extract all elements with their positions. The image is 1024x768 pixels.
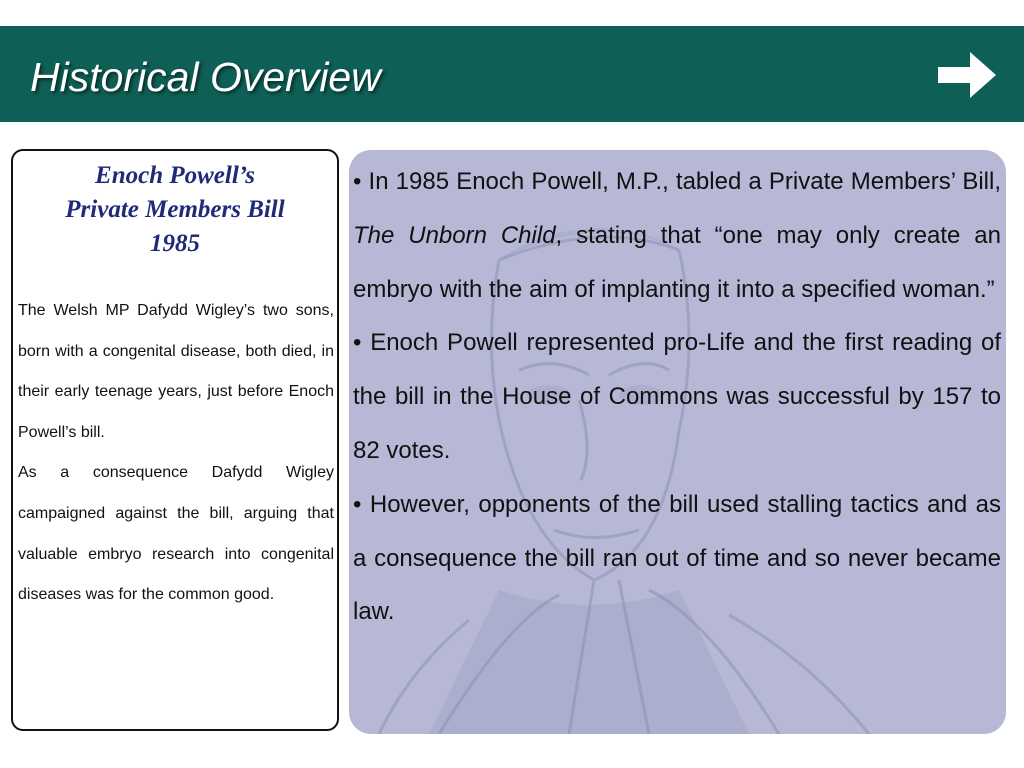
bullet-text: • In 1985 Enoch Powell, M.P., tabled a Private Members’ Bill, — [353, 168, 1001, 195]
panel-text — [353, 155, 1001, 639]
card-title-line: Private Members Bill — [65, 196, 285, 223]
overview-panel — [349, 150, 1006, 734]
bullet-point — [353, 155, 1001, 316]
bill-info-card — [11, 149, 339, 731]
bill-title-italic: The Unborn Child — [353, 221, 556, 249]
header-bar — [0, 26, 1024, 122]
card-paragraph: As a consequence Dafydd Wigley campaigned against the bill, arguing that valuable embryo research into congenital diseases was for the common good. — [18, 464, 334, 604]
card-paragraph: The Welsh MP Dafydd Wigley’s two sons, born with a congenital disease, both died, in their early teenage years, just before Enoch Powell’s bill. — [18, 302, 334, 441]
right-arrow-icon[interactable] — [938, 50, 998, 100]
card-body — [18, 291, 334, 616]
card-title-line: 1985 — [150, 230, 200, 257]
page-title: Historical Overview — [30, 54, 381, 100]
card-title — [13, 159, 337, 261]
bullet-point: • Enoch Powell represented pro-Life and the first reading of the bill in the House of Commons was successful by 157 to 82 votes. — [353, 329, 1001, 464]
card-title-line: Enoch Powell’s — [95, 162, 255, 189]
bullet-text: , stating that “one may only create an embryo with the aim of implanting it into a specified woman.” — [353, 221, 1001, 303]
bullet-point: • However, opponents of the bill used stalling tactics and as a consequence the bill ran out of time and so never became law. — [353, 490, 1001, 626]
